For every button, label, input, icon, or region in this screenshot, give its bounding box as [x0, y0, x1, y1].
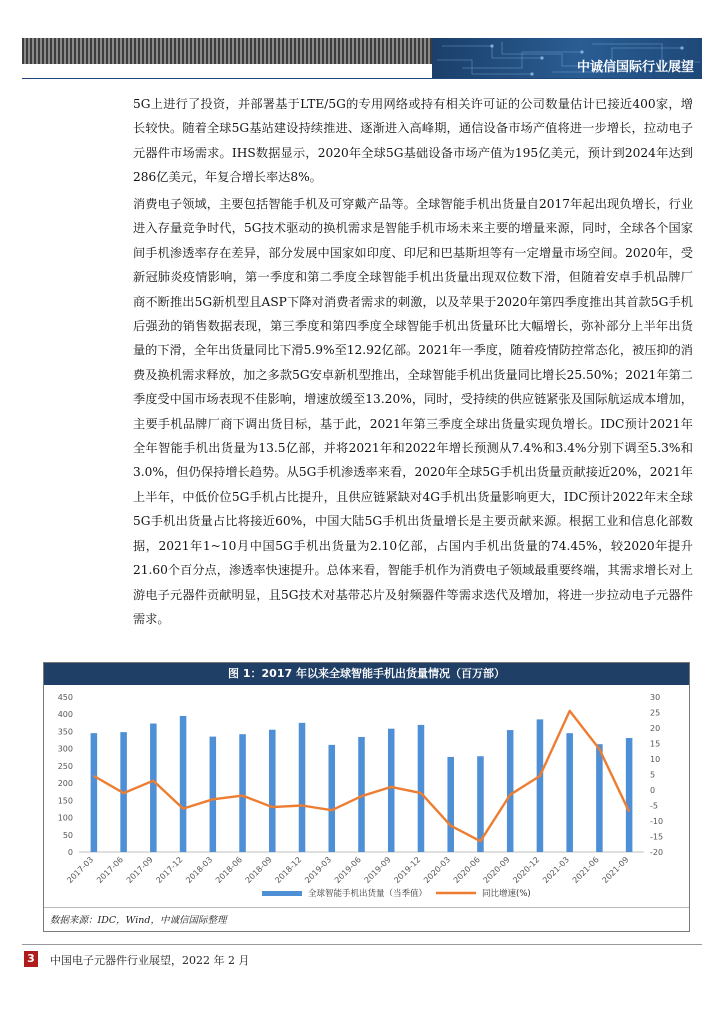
y-right-tick-label: 5	[650, 770, 656, 780]
source-divider	[44, 907, 689, 908]
bar	[418, 725, 425, 852]
bar	[269, 730, 276, 852]
y-left-tick-label: 350	[57, 727, 73, 737]
paragraph-infrastructure: 5G上进行了投资，并部署基于LTE/5G的专用网络或持有相关许可证的公司数量估计已接近400家，增长较快。随着全球5G基站建设持续推进、逐渐进入高峰期，通信设备市场产值将进一步增长，拉动电子元器件市场需求。IHS数据显示，2020年全球5G基础设备市场产值为195亿美元，预计到2024年达到286亿美元，年复合增长率达8%。	[133, 97, 693, 185]
bar	[180, 716, 187, 852]
x-tick-label: 2019-03	[303, 855, 334, 886]
bar	[150, 724, 157, 852]
x-tick-label: 2019-12	[392, 855, 423, 886]
y-left-tick-label: 0	[67, 848, 73, 857]
header-rule	[22, 78, 702, 79]
bar	[239, 734, 246, 852]
shipment-chart	[44, 685, 689, 907]
x-tick-label: 2020-12	[511, 855, 542, 886]
y-right-tick-label: -10	[650, 817, 664, 826]
y-right-tick-label: 0	[650, 786, 656, 795]
bar	[507, 730, 514, 852]
bar	[299, 723, 306, 852]
x-tick-label: 2017-06	[95, 855, 126, 886]
x-tick-label: 2020-06	[451, 855, 482, 886]
page-number: 3	[24, 951, 38, 967]
paragraph-consumer-electronics: 消费电子领域，主要包括智能手机及可穿戴产品等。全球智能手机出货量自2017年起出现负增长，行业进入存量竞争时代，5G技术驱动的换机需求是智能手机市场未来主要的增量来源，同时，全球各个国家间手机渗透率存在差异，部分发展中国家如印度、印尼和巴基斯坦等有一定增量市场空间。2020年，受新冠肺炎疫情影响，第一季度和第二季度全球智能手机出货量出现双位数下滑，但随着安卓手机品牌厂商不断推出5G新机型且ASP下降对消费者需求的刺激，以及苹果于2020年第四季度推出其首款5G手机后强劲的销售数据表现，第三季度和第四季度全球智能手机出货量环比大幅增长，弥补部分上半年出货量的下滑，全年出货量同比下滑5.9%至12.92亿部。2021年一季度，随着疫情防控常态化，被压抑的消费及换机需求释放，加之多款5G安卓新机型推出，全球智能手机出货量同比增长25.50%；2021年第二季度受中国市场表现不佳影响，增速放缓至13.20%，同时，受持续的供应链紧张及国际航运成本增加，主要手机品牌厂商下调出货目标，基于此，2021年第三季度全球出货量实现负增长。IDC预计2021年全年智能手机出货量为13.5亿部，并将2021年和2022年增长预测从7.4%和3.4%分别下调至5.3%和3.0%，但仍保持增长趋势。从5G手机渗透率来看，2020年全球5G手机出货量贡献接近20%，2021年上半年，中低价位5G手机占比提升，且供应链紧缺对4G手机出货量影响更大，IDC预计2022年末全球5G手机出货量占比将接近60%，中国大陆5G手机出货量增长是主要贡献来源。根据工业和信息化部数据，2021年1~10月中国5G手机出货量为2.10亿部，占国内手机出货量的74.45%，较2020年提升21.60个百分点，渗透率快速提升。总体来看，智能手机作为消费电子领域最重要终端，其需求增长对上游电子元器件贡献明显，且5G技术对基带芯片及射频器件等需求迭代及增加，将进一步拉动电子元器件需求。	[133, 197, 693, 626]
y-right-tick-label: 20	[650, 724, 661, 733]
x-tick-label: 2019-06	[332, 855, 363, 886]
figure-source: 数据来源：IDC，Wind，中诚信国际整理	[50, 915, 227, 926]
x-tick-label: 2017-12	[154, 855, 185, 886]
x-tick-label: 2017-03	[65, 855, 96, 886]
y-left-tick-label: 450	[57, 693, 73, 702]
x-tick-label: 2021-09	[600, 855, 631, 886]
y-right-tick-label: -15	[650, 832, 664, 842]
bar	[537, 719, 544, 852]
legend-bar-label: 全球智能手机出货量（当季值）	[308, 889, 428, 899]
footer-title: 中国电子元器件行业展望，2022 年 2 月	[50, 954, 250, 967]
y-left-tick-label: 150	[57, 796, 73, 806]
x-tick-label: 2021-06	[570, 855, 601, 886]
bar	[566, 733, 573, 852]
bar	[328, 745, 335, 852]
y-left-tick-label: 200	[57, 779, 73, 789]
bar	[91, 733, 98, 852]
legend-line-label: 同比增速(%)	[482, 889, 531, 899]
y-right-tick-label: -20	[650, 848, 664, 857]
y-left-tick-label: 50	[62, 830, 73, 840]
x-tick-label: 2021-03	[541, 855, 572, 886]
y-left-tick-label: 250	[57, 761, 73, 771]
figure-title: 图 1：2017 年以来全球智能手机出货量情况（百万部）	[44, 663, 689, 685]
x-tick-label: 2020-03	[422, 855, 453, 886]
footer-rule	[22, 944, 702, 945]
bar	[447, 757, 454, 852]
y-left-tick-label: 400	[57, 710, 73, 720]
legend-bar-swatch	[262, 891, 302, 896]
y-right-tick-label: -5	[650, 801, 658, 811]
brand-title: 中诚信国际行业展望	[576, 60, 694, 75]
y-left-tick-label: 300	[57, 744, 73, 754]
x-tick-label: 2018-09	[243, 855, 274, 886]
y-left-tick-label: 100	[57, 813, 73, 823]
y-right-tick-label: 30	[650, 693, 661, 702]
y-right-tick-label: 10	[650, 755, 661, 764]
y-right-tick-label: 15	[650, 739, 661, 749]
x-tick-label: 2017-09	[124, 855, 155, 886]
figure-1	[43, 662, 690, 932]
x-tick-label: 2018-06	[213, 855, 244, 886]
x-tick-label: 2019-09	[362, 855, 393, 886]
bar	[596, 744, 603, 852]
x-tick-label: 2018-03	[184, 855, 215, 886]
bar	[626, 738, 633, 852]
y-right-tick-label: 25	[650, 708, 661, 718]
bar	[210, 737, 217, 852]
bar	[388, 729, 395, 852]
x-tick-label: 2018-12	[273, 855, 304, 886]
x-tick-label: 2020-09	[481, 855, 512, 886]
